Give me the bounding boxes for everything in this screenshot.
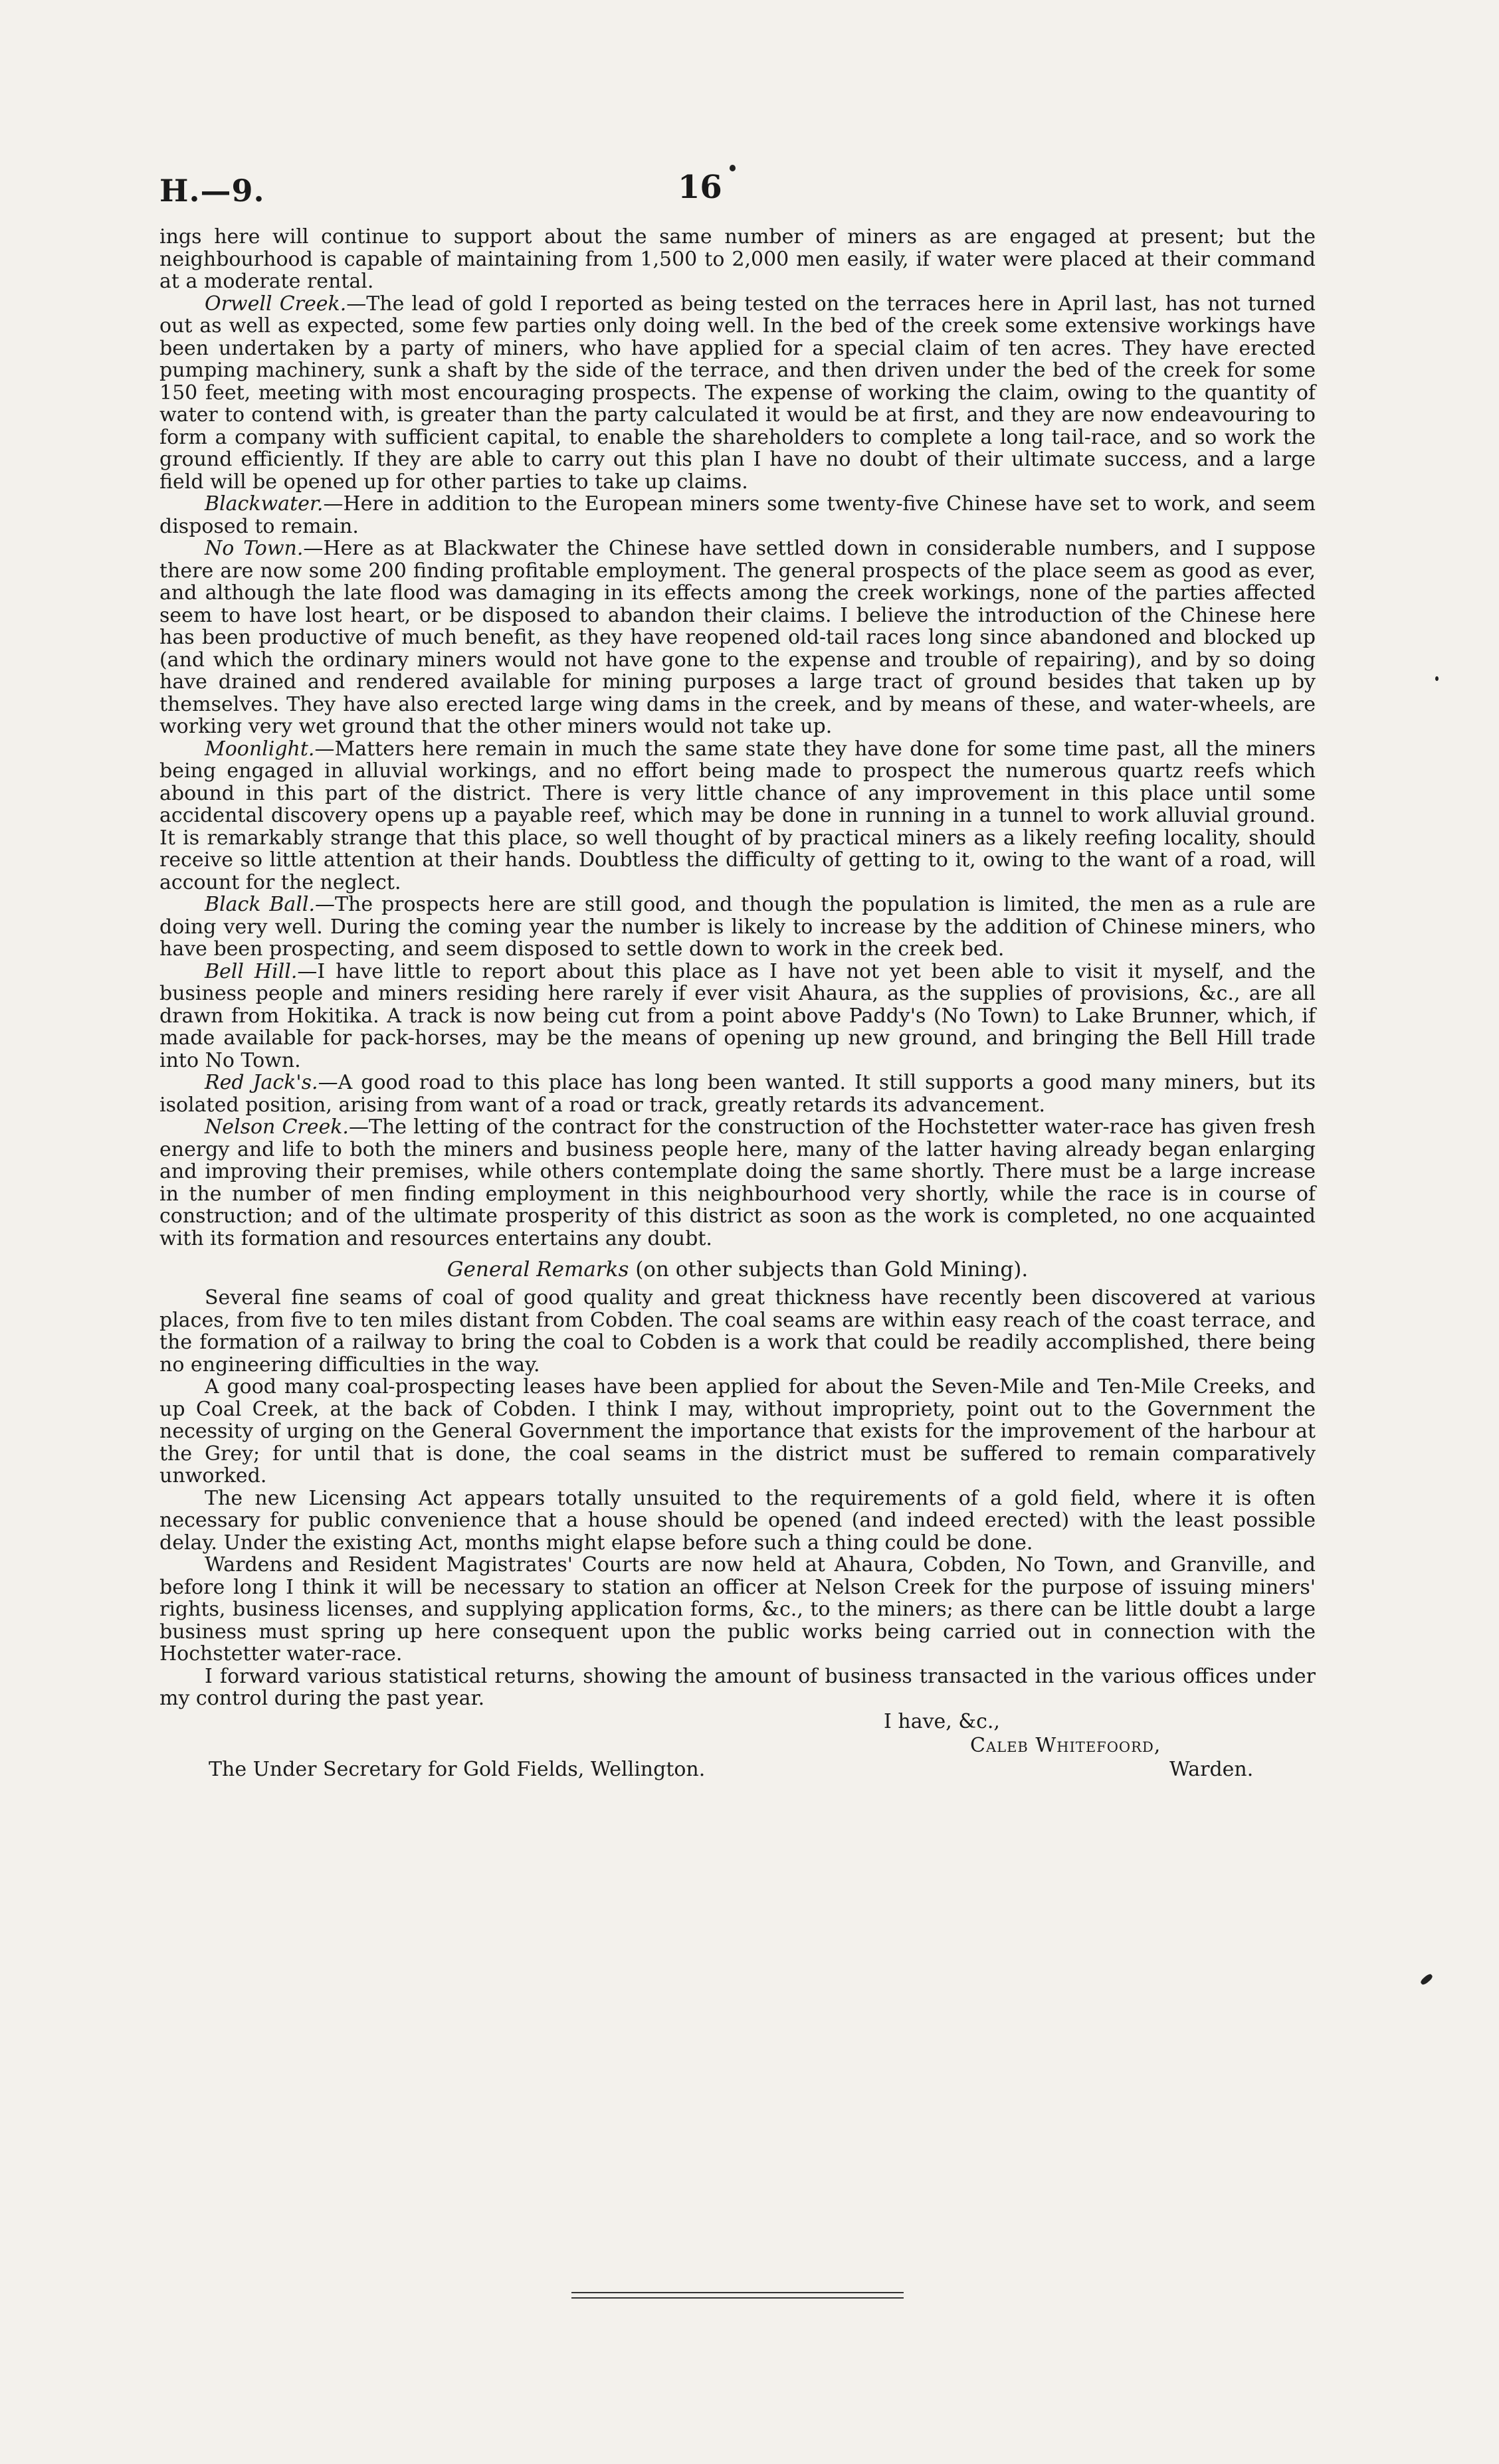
remark-paragraph: A good many coal-prospecting leases have been applied for about the Seven-Mile and Ten-Mile Creeks, and up Coal Creek, at the back of Cobden. I think I may, without impropriety, point out to the Government the necessity of urging on the General Government the importance that exists for the improvement of the harbour at the Grey; for until that is done, the coal seams in the district must be suffered to remain comparatively unworked. [159, 1375, 1316, 1487]
signatory-role: Warden. [1169, 1757, 1254, 1781]
document-code: H.—9. [159, 173, 265, 209]
paragraph-blackwater: Blackwater.—Here in addition to the European miners some twenty-five Chinese have set to work, and seem disposed to remain. [159, 492, 1316, 538]
paragraph-heading: Red Jack's. [205, 1071, 318, 1094]
paragraph-red-jacks: Red Jack's.—A good road to this place has long been wanted. It still supports a good many miners, but its isolated position, arising from want of a road or track, greatly retards its advancement. [159, 1071, 1316, 1117]
addressee: The Under Secretary for Gold Fields, Wellington. [209, 1757, 706, 1781]
signature: Caleb Whitefoord, [970, 1733, 1161, 1757]
paragraph-heading: Orwell Creek. [205, 292, 347, 316]
paragraph-heading: Black Ball. [205, 893, 316, 916]
paragraph-bell-hill: Bell Hill.—I have little to report about this place as I have not yet been able to visit it myself, and the business people and miners residing here rarely if ever visit Ahaura, as the supplies of provisions, &c., are all drawn from Hokitika. A track is now being cut from a point above Paddy's (No Town) to Lake Brunner, which, if made available for pack-horses, may be the means of opening up new ground, and bringing the Bell Hill trade into No Town. [159, 959, 1316, 1072]
paragraph-orwell-creek: Orwell Creek.—The lead of gold I reported as being tested on the terraces here in April last, has not turned out as well as expected, some few parties only doing well. In the bed of the creek some extensive workings have been undertaken by a party of miners, who have applied for a special claim of ten acres. They have erected pumping machinery, sunk a shaft by the side of the terrace, and then driven under the bed of the creek for some 150 feet, meeting with most encouraging prospects. The expense of working the claim, owing to the quantity of water to contend with, is greater than the party calculated it would be at first, and they are now endeavouring to form a company with sufficient capital, to enable the shareholders to complete a long tail-race, and so work the ground efficiently. If they are able to carry out this plan I have no doubt of their ultimate success, and a large field will be opened up for other parties to take up claims. [159, 292, 1316, 494]
paragraph-heading: No Town. [205, 537, 304, 560]
end-rule-divider [571, 2292, 904, 2299]
paragraph-heading: Nelson Creek. [205, 1115, 349, 1139]
paragraph-no-town: No Town.—Here as at Blackwater the Chinese have settled down in considerable numbers, and I suppose there are now some 200 finding profitable employment. The general prospects of the place seem as good as ever, and although the late flood was damaging in its effects among the creek workings, none of the parties affected seem to have lost heart, or be disposed to abandon their claims. I believe the introduction of the Chinese here has been productive of much benefit, as they have reopened old-tail races long since abandoned and blocked up (and which the ordinary miners would not have gone to the expense and trouble of repairing), and by so doing have drained and rendered available for mining purposes a large tract of ground besides that taken up by themselves. They have also erected large wing dams in the creek, and by means of these, and water-wheels, are working very wet ground that the other miners would not take up. [159, 537, 1316, 738]
remark-paragraph: Wardens and Resident Magistrates' Courts are now held at Ahaura, Cobden, No Town, and Granville, and before long I think it will be necessary to station an officer at Nelson Creek for the purpose of issuing miners' rights, business licenses, and supplying application forms, &c., to the miners; as there can be little doubt a large business must spring up here consequent upon the public works being carried out in connection with the Hochstetter water-race. [159, 1553, 1316, 1665]
paragraph-nelson-creek: Nelson Creek.—The letting of the contract for the construction of the Hochstetter water-race has given fresh energy and life to both the miners and business people here, many of the latter having already began enlarging and improving their premises, while others contemplate doing the same shortly. There must be a large increase in the number of men finding employment in this neighbourhood very shortly, while the race is in course of construction; and of the ultimate prosperity of this district as soon as the work is completed, no one acquainted with its formation and resources entertains any doubt. [159, 1115, 1316, 1250]
paragraph-heading: Bell Hill. [205, 959, 298, 983]
paragraph-black-ball: Black Ball.—The prospects here are still good, and though the population is limited, the men as a rule are doing very well. During the coming year the number is likely to increase by the addition of Chinese miners, who have been prospecting, and seem disposed to settle down to work in the creek bed. [159, 893, 1316, 961]
page-header [159, 153, 1316, 213]
paragraph-heading: Moonlight. [205, 737, 315, 761]
section-title: General Remarks (on other subjects than Gold Mining). [447, 1258, 1029, 1281]
remark-paragraph: I forward various statistical returns, showing the amount of business transacted in the various offices under my control during the past year. [159, 1664, 1316, 1710]
paragraph-continuation: ings here will continue to support about the same number of miners as are engaged at present; but the neighbourhood is capable of maintaining from 1,500 to 2,000 men easily, if water were placed at their command at a moderate rental. [159, 225, 1316, 293]
paragraph-heading: Blackwater. [205, 492, 324, 516]
signoff-block [159, 1710, 1316, 1796]
closing-line: I have, &c., [884, 1709, 1000, 1733]
remark-paragraph: Several fine seams of coal of good quality and great thickness have recently been discovered at various places, from five to ten miles distant from Cobden. The coal seams are within easy reach of the coast terrace, and the formation of a railway to bring the coal to Cobden is a work that could be readily accomplished, there being no engineering difficulties in the way. [159, 1286, 1316, 1376]
paragraph-moonlight: Moonlight.—Matters here remain in much the same state they have done for some time past, all the miners being engaged in alluvial workings, and no effort being made to prospect the numerous quartz reefs which abound in this part of the district. There is very little chance of any improvement in this place until some accidental discovery opens up a payable reef, which may be done in running in a tunnel to work alluvial ground. It is remarkably strange that this place, so well thought of by practical miners as a likely reefing locality, should receive so little attention at their hands. Doubtless the difficulty of getting to it, owing to the want of a road, will account for the neglect. [159, 737, 1316, 894]
remark-paragraph: The new Licensing Act appears totally unsuited to the requirements of a gold field, where it is often necessary for public convenience that a house should be opened (and indeed erected) with the least possible delay. Under the existing Act, months might elapse before such a thing could be done. [159, 1486, 1316, 1555]
pen-stroke-mark [1419, 1973, 1433, 1986]
document-page [159, 153, 1316, 1796]
ink-dot-mark [1435, 676, 1439, 681]
page-number: 16 [678, 169, 722, 206]
report-body [159, 226, 1316, 1710]
